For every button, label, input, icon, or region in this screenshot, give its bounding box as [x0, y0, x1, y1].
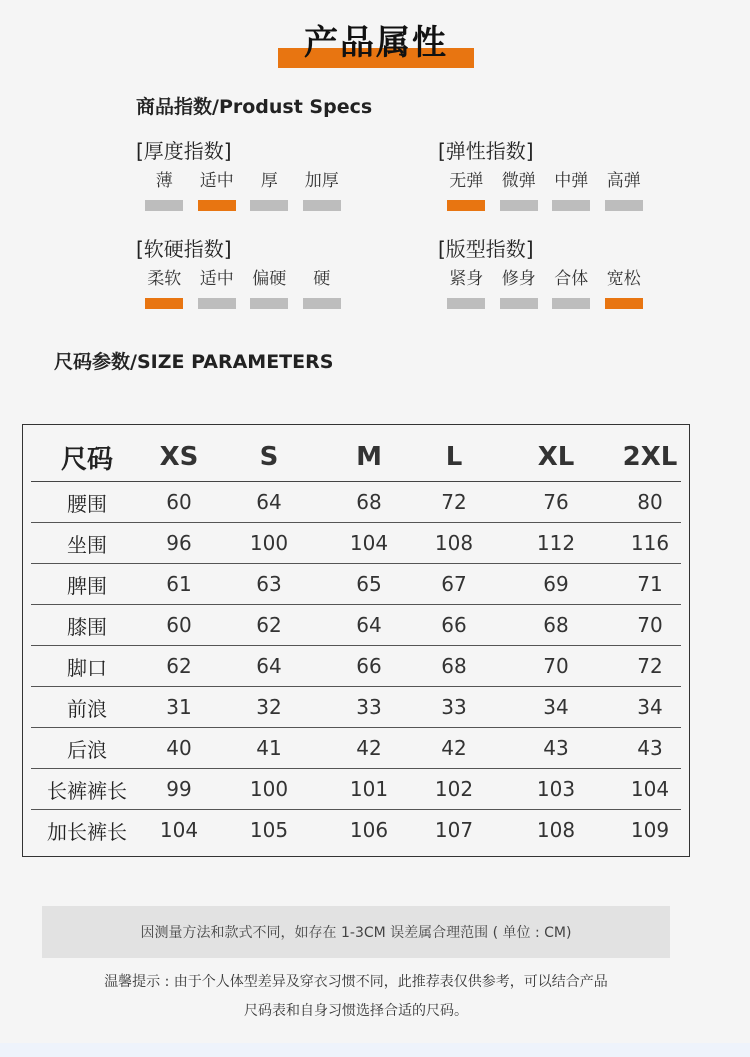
table-row: [31, 769, 681, 810]
table-cell: 69: [493, 564, 619, 605]
spec-option: [191, 170, 244, 211]
table-cell: 61: [143, 564, 215, 605]
spec-option: [138, 170, 191, 211]
spec-option-label: 硬: [313, 269, 331, 289]
table-cell: 42: [323, 728, 415, 769]
page-title: 产品属性: [304, 23, 448, 63]
table-cell: 72: [415, 482, 493, 523]
spec-option-label: 偏硬: [252, 269, 287, 289]
spec-indicator: [447, 298, 485, 309]
size-table: [31, 433, 681, 850]
spec-option: [493, 170, 546, 211]
table-cell: 107: [434, 818, 474, 842]
spec-indicator: [500, 200, 538, 211]
table-row: [31, 728, 681, 769]
spec-group-title: [厚度指数]: [136, 139, 232, 163]
table-cell: 62: [143, 646, 215, 687]
spec-indicator: [250, 298, 288, 309]
table-cell: 104: [619, 769, 681, 810]
table-cell: 60: [143, 482, 215, 523]
spec-group-thickness: [138, 138, 348, 211]
size-column-header: XL: [493, 433, 619, 482]
spec-option: [296, 170, 349, 211]
table-cell: 116: [619, 523, 681, 564]
measurement-note: 因测量方法和款式不同，如存在 1-3CM 误差属合理范围 ( 单位 : CM): [42, 906, 670, 958]
table-cell: 31: [143, 687, 215, 728]
size-table-frame: [22, 424, 690, 857]
spec-options: [440, 170, 650, 211]
spec-option: [296, 268, 349, 309]
table-cell: 60: [143, 605, 215, 646]
table-cell: 106: [349, 818, 389, 842]
table-cell: 104: [159, 818, 199, 842]
table-cell: 71: [619, 564, 681, 605]
table-row: [31, 523, 681, 564]
spec-option: [598, 170, 651, 211]
spec-option: [138, 268, 191, 309]
spec-option: [440, 268, 493, 309]
spec-indicator: [605, 200, 643, 211]
specs-heading: 商品指数/Produst Specs: [136, 96, 373, 118]
spec-option-label: 合体: [554, 269, 589, 289]
spec-option: [191, 268, 244, 309]
spec-group-softness: [138, 236, 348, 309]
spec-indicator-selected: [145, 298, 183, 309]
title-block: [278, 20, 474, 68]
table-cell: 64: [215, 646, 323, 687]
table-row: [31, 482, 681, 523]
size-heading: 尺码参数/SIZE PARAMETERS: [54, 351, 334, 373]
spec-indicator: [303, 200, 341, 211]
size-column-header: 2XL: [619, 433, 681, 482]
row-label: 脾围: [31, 564, 143, 605]
spec-options: [440, 268, 650, 309]
spec-indicator: [500, 298, 538, 309]
spec-option: [598, 268, 651, 309]
row-label: 坐围: [31, 523, 143, 564]
spec-option-label: 适中: [199, 171, 234, 191]
spec-option: [493, 268, 546, 309]
size-table-header-row: [31, 433, 681, 482]
table-cell: 99: [143, 769, 215, 810]
table-cell: 41: [215, 728, 323, 769]
size-column-header: L: [415, 433, 493, 482]
spec-option: [440, 170, 493, 211]
table-row: [31, 564, 681, 605]
spec-option-label: 高弹: [606, 171, 641, 191]
table-cell: 33: [323, 687, 415, 728]
table-cell: 34: [493, 687, 619, 728]
spec-option-label: 微弹: [501, 171, 536, 191]
table-cell: 68: [493, 605, 619, 646]
spec-option-label: 柔软: [147, 269, 182, 289]
table-cell: 72: [619, 646, 681, 687]
table-cell: 102: [415, 769, 493, 810]
spec-indicator: [145, 200, 183, 211]
table-cell: 109: [630, 818, 670, 842]
spec-group-title: [软硬指数]: [136, 237, 232, 261]
spec-indicator: [303, 298, 341, 309]
table-cell: 63: [215, 564, 323, 605]
spec-indicator-selected: [605, 298, 643, 309]
table-cell: 34: [619, 687, 681, 728]
spec-option-label: 紧身: [449, 269, 484, 289]
spec-options: [138, 170, 348, 211]
table-row: [31, 687, 681, 728]
size-table-corner: 尺码: [31, 433, 143, 482]
table-row: [31, 646, 681, 687]
table-row: [31, 810, 681, 851]
table-cell: 42: [415, 728, 493, 769]
spec-option-label: 加厚: [304, 171, 339, 191]
spec-option: [243, 268, 296, 309]
table-cell: 70: [493, 646, 619, 687]
table-cell: 103: [493, 769, 619, 810]
spec-option-label: 无弹: [449, 171, 484, 191]
spec-group-title: [版型指数]: [438, 237, 534, 261]
spec-indicator: [250, 200, 288, 211]
table-cell: 67: [415, 564, 493, 605]
table-cell: 43: [619, 728, 681, 769]
table-cell: 68: [323, 482, 415, 523]
spec-option: [545, 268, 598, 309]
row-label: 腰围: [31, 482, 143, 523]
row-label: 膝围: [31, 605, 143, 646]
spec-option-label: 修身: [501, 269, 536, 289]
spec-option-label: 宽松: [606, 269, 641, 289]
spec-indicator-selected: [198, 200, 236, 211]
table-cell: 100: [215, 523, 323, 564]
table-cell: 32: [215, 687, 323, 728]
spec-option: [545, 170, 598, 211]
spec-option-label: 适中: [199, 269, 234, 289]
spec-indicator: [552, 200, 590, 211]
spec-options: [138, 268, 348, 309]
table-cell: 76: [493, 482, 619, 523]
table-cell: 43: [493, 728, 619, 769]
table-cell: 66: [415, 605, 493, 646]
spec-indicator: [198, 298, 236, 309]
table-cell: 104: [323, 523, 415, 564]
spec-option-label: 厚: [260, 171, 278, 191]
spec-option: [243, 170, 296, 211]
spec-indicator: [552, 298, 590, 309]
bottom-strip: [0, 1043, 750, 1057]
spec-option-label: 中弹: [554, 171, 589, 191]
table-cell: 96: [143, 523, 215, 564]
size-column-header: XS: [143, 433, 215, 482]
table-cell: 105: [249, 818, 289, 842]
table-row: [31, 605, 681, 646]
tip-line-1: 温馨提示 : 由于个人体型差异及穿衣习惯不同，此推荐表仅供参考，可以结合产品: [104, 974, 608, 990]
table-cell: 33: [415, 687, 493, 728]
spec-group-title: [弹性指数]: [438, 139, 534, 163]
spec-indicator-selected: [447, 200, 485, 211]
table-cell: 108: [415, 523, 493, 564]
table-cell: 64: [215, 482, 323, 523]
size-column-header: S: [215, 433, 323, 482]
row-label: 加长裤长: [47, 819, 127, 844]
row-label: 后浪: [31, 728, 143, 769]
row-label: 脚口: [31, 646, 143, 687]
table-cell: 80: [619, 482, 681, 523]
spec-group-elasticity: [440, 138, 650, 211]
row-label: 长裤裤长: [31, 769, 143, 810]
size-column-header: M: [323, 433, 415, 482]
row-label: 前浪: [31, 687, 143, 728]
table-cell: 112: [493, 523, 619, 564]
spec-group-fit: [440, 236, 650, 309]
table-cell: 62: [215, 605, 323, 646]
table-cell: 66: [323, 646, 415, 687]
table-cell: 40: [143, 728, 215, 769]
table-cell: 100: [215, 769, 323, 810]
table-cell: 101: [323, 769, 415, 810]
tip-line-2: 尺码表和自身习惯选择合适的尺码。: [244, 1003, 468, 1019]
table-cell: 64: [323, 605, 415, 646]
table-cell: 70: [619, 605, 681, 646]
spec-option-label: 薄: [155, 171, 173, 191]
table-cell: 108: [536, 818, 576, 842]
table-cell: 68: [415, 646, 493, 687]
table-cell: 65: [323, 564, 415, 605]
